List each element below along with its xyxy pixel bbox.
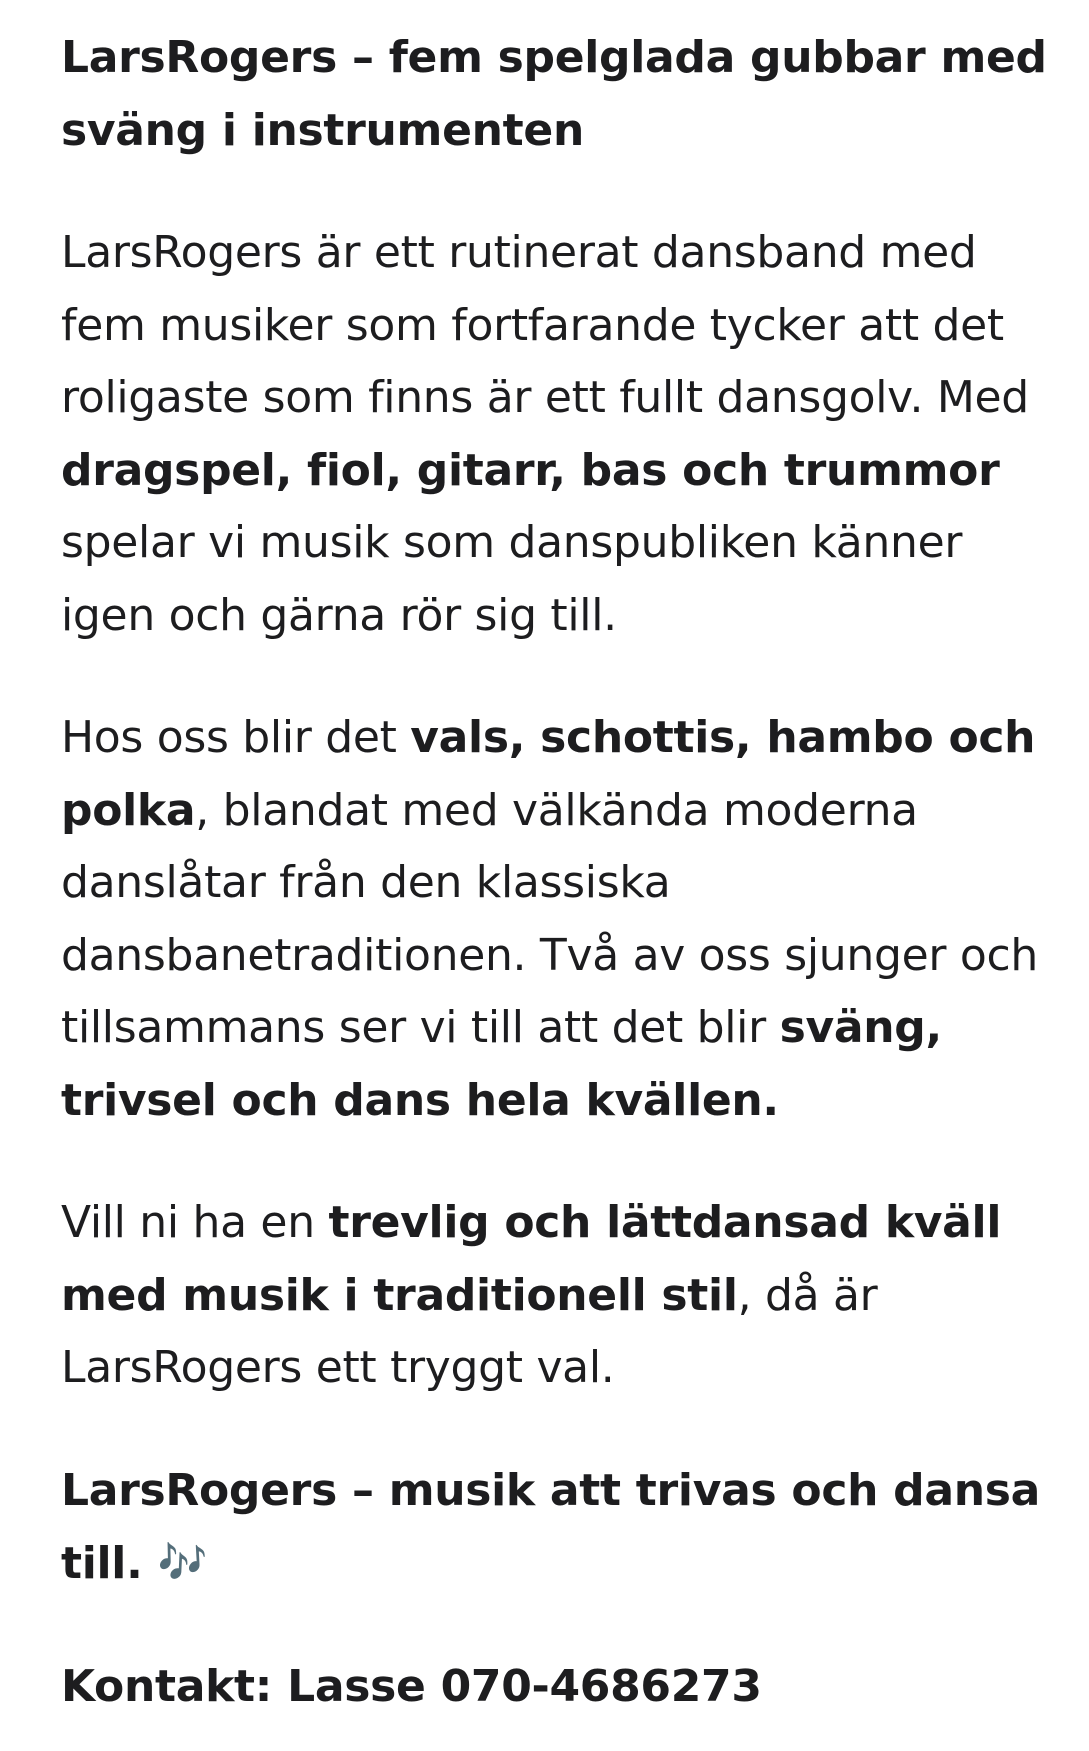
dances-paragraph <box>61 702 1059 1137</box>
dances-text-1: Hos oss blir det <box>61 712 411 763</box>
music-notes-icon: 🎶 <box>157 1540 208 1586</box>
offer-text-2: , då är LarsRogers ett tryggt val. <box>61 1269 878 1393</box>
intro-text-1: LarsRogers är ett rutinerat dansband med fem musiker som fortfarande tycker att det roligaste som finns är ett fullt dansgolv. Med <box>61 227 1029 423</box>
intro-text-2: spelar vi musik som danspubliken känner igen och gärna rör sig till. <box>61 517 963 641</box>
dances-text-2: , blandat med välkända moderna danslåtar från den klassiska dansbanetraditionen. Två av oss sjunger och tillsammans ser vi till att det blir <box>61 784 1038 1053</box>
offer-paragraph <box>61 1187 1059 1405</box>
intro-instruments: dragspel, fiol, gitarr, bas och trummor <box>61 444 1000 496</box>
contact-line <box>61 1651 1059 1724</box>
offer-text-1: Vill ni ha en <box>61 1197 329 1248</box>
dances-list: vals, schottis, hambo och polka <box>61 712 1036 836</box>
intro-paragraph <box>61 217 1059 652</box>
headline-text: LarsRogers – fem spelglada gubbar med sväng i instrumenten <box>61 32 1047 156</box>
dances-promise: sväng, trivsel och dans hela kvällen. <box>61 1002 942 1126</box>
contact-text: Kontakt: Lasse 070-4686273 <box>61 1660 762 1712</box>
tagline <box>61 1455 1059 1601</box>
headline <box>61 22 1059 167</box>
offer-highlight: trevlig och lättdansad kväll med musik i traditionell stil <box>61 1197 1002 1321</box>
tagline-text: LarsRogers – musik att trivas och dansa till. <box>61 1464 1041 1589</box>
